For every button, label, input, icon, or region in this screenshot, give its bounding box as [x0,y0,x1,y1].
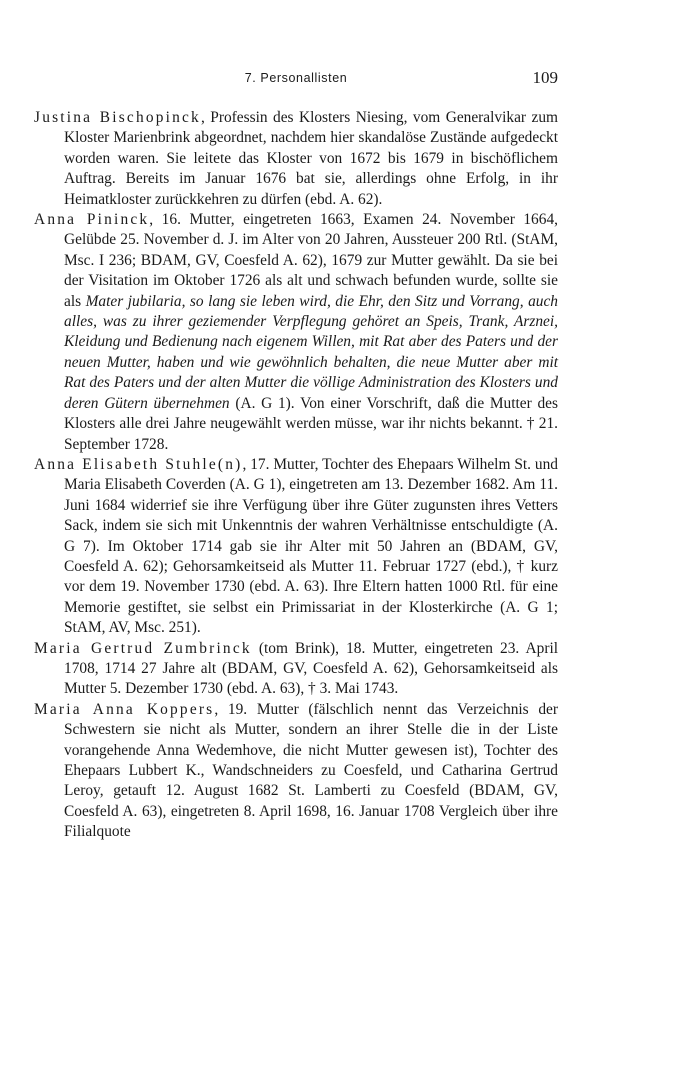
entry-name: Anna Pininck [34,211,150,229]
entry-text: , 17. Mutter, Tochter des Ehepaars Wilhelm St. und Maria Elisabeth Coverden (A. G 1), eingetreten am 13. Dezember 1682. Am 11. Juni 1684 widerrief sie ihre Verfügung über ihre Güter zugunsten ihres Vetters Sack, indem sie sich mit Unkenntnis der wahren Verhältnisse entschuldigte (A. G 7). Im Oktober 1714 gab sie ihr Alter mit 50 Jahren an (BDAM, GV, Coesfeld A. 62); Gehorsamkeitseid als Mutter 11. Februar 1727 (ebd.), † kurz vor dem 19. November 1730 (ebd. A. 63). Ihre Eltern hatten 1000 Rtl. für eine Memorie gestiftet, sie selbst ein Primissariat in der Klosterkirche (A. G 1; StAM, AV, Msc. 251). [64,455,558,637]
entry-name: Justina Bischopinck [34,109,201,126]
entry-name: Maria Anna Koppers [34,700,215,718]
entry-name: Maria Gertrud Zumbrinck [34,639,252,657]
page-number: 109 [532,68,558,87]
entry-anna-pininck [34,210,558,455]
entry-justina-bischopinck [34,108,558,210]
entry-maria-gertrud-zumbrinck [34,639,558,700]
entry-text: (tom Brink), 18. Mutter, eingetreten 23. April 1708, 1714 27 Jahre alt (BDAM, GV, Coesfeld A. 62), Gehorsamkeitseid als Mutter 5. Dezember 1730 (ebd. A. 63), † 3. Mai 1743. [64,639,558,698]
entry-text: , 19. Mutter (fälschlich nennt das Verzeichnis der Schwestern sie nicht als Mutter, sondern an ihrer Stelle die in der Liste vorangehende Anna Wedemhove, die nicht Mutter gewesen ist), Tochter des Ehepaars Lubbert K., Wandschneiders zu Coesfeld, und Catharina Gertrud Leroy, getauft 12. August 1682 St. Lamberti zu Coesfeld (BDAM, GV, Coesfeld A. 63), eingetreten 8. April 1698, 16. Januar 1708 Vergleich über ihre Filialquote [64,700,559,841]
entry-text-continued: (A. G 1). Von einer Vorschrift, daß die Mutter des Klosters alle drei Jahre neugewählt werden müsse, war ihr nichts bekannt. † 21. September 1728. [64,394,558,453]
personnel-list [34,108,558,843]
entry-name: Anna Elisabeth Stuhle(n) [34,455,243,473]
entry-text: , 16. Mutter, eingetreten 1663, Examen 24. November 1664, Gelübde 25. November d. J. im Alter von 20 Jahren, Aussteuer 200 Rtl. (StAM, Msc. I 236; BDAM, GV, Coesfeld A. 62), 1679 zur Mutter gewählt. Da sie bei der Visitation im Oktober 1726 als alt und schwach befunden wurde, sollte sie als [64,211,558,310]
running-title: 7. Personallisten [244,71,348,85]
entry-anna-elisabeth-stuhlen [34,455,558,639]
running-head [34,68,558,88]
entry-quotation: Mater jubilaria, so lang sie leben wird, die Ehr, den Sitz und Vorrang, auch alles, was zu ihrer geziemender Verpflegung gehöret an Speis, Trank, Arznei, Kleidung und Bedienung nach eigenem Willen, mit Rat aber des Paters und der neuen Mutter, haben und wie gewöhnlich behalten, die neue Mutter aber mit Rat des Paters und der alten Mutter die völlige Administration des Klosters und deren Gütern übernehmen [64,292,558,412]
entry-text: , Professin des Klosters Niesing, vom Generalvikar zum Kloster Marienbrink abgeordnet, nachdem hier skandalöse Zustände aufgedeckt worden waren. Sie leitete das Kloster von 1672 bis 1679 in bischöflichem Auftrag. Bereits im Januar 1676 bat sie, allerdings ohne Erfolg, in ihr Heimatkloster zurückkehren zu dürfen (ebd. A. 62). [64,109,558,208]
entry-maria-anna-koppers [34,700,558,843]
